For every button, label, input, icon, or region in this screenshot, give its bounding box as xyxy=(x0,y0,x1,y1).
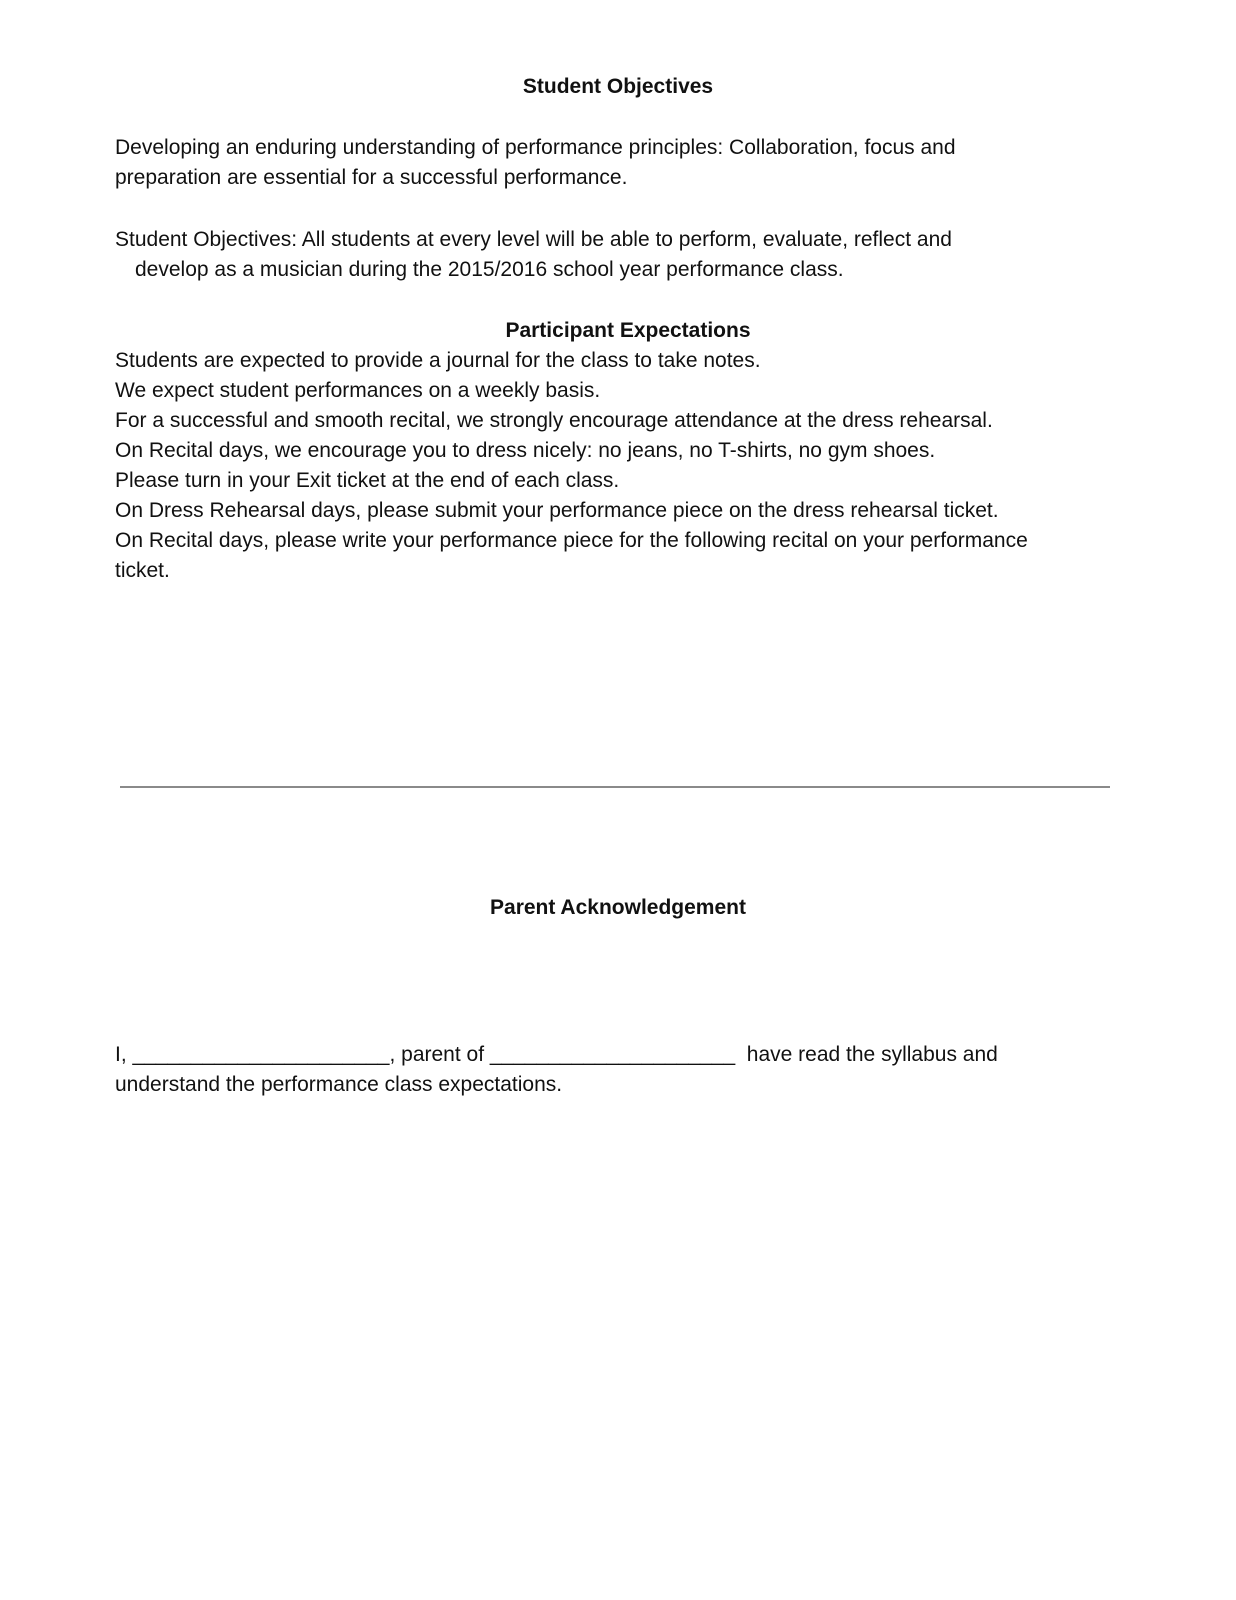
acknowledgement-prefix: I, xyxy=(115,1043,133,1066)
expectations-list xyxy=(115,346,1125,586)
acknowledgement-line-1 xyxy=(115,1040,1125,1070)
acknowledgement-suffix: have read the syllabus and xyxy=(735,1043,998,1066)
acknowledgement-statement xyxy=(115,1040,1125,1100)
student-name-blank[interactable]: _____________________ xyxy=(489,1043,736,1066)
statement-line: Student Objectives: All students at every level will be able to perform, evaluate, reflect and xyxy=(115,228,952,251)
objectives-paragraph-line: Developing an enduring understanding of performance principles: Collaboration, focus and xyxy=(115,136,956,159)
expectation-item: Students are expected to provide a journal for the class to take notes. xyxy=(115,349,761,372)
expectation-item: ticket. xyxy=(115,559,170,582)
participant-expectations-heading: Participant Expectations xyxy=(505,319,751,342)
acknowledgement-mid: , parent of xyxy=(389,1043,490,1066)
statement-line: develop as a musician during the 2015/2016 school year performance class. xyxy=(135,258,844,281)
acknowledgement-line-2: understand the performance class expectations. xyxy=(115,1073,563,1096)
expectation-item: We expect student performances on a weekly basis. xyxy=(115,379,601,402)
expectation-item: Please turn in your Exit ticket at the end of each class. xyxy=(115,469,620,492)
objectives-paragraph xyxy=(115,133,1125,193)
student-objectives-heading: Student Objectives xyxy=(522,75,714,98)
section-divider xyxy=(120,786,1110,788)
expectation-item: On Recital days, please write your performance piece for the following recital on your performance xyxy=(115,529,1028,552)
expectation-item: On Dress Rehearsal days, please submit your performance piece on the dress rehearsal ticket. xyxy=(115,499,999,522)
student-objectives-statement xyxy=(115,225,1125,285)
expectation-item: On Recital days, we encourage you to dress nicely: no jeans, no T-shirts, no gym shoes. xyxy=(115,439,936,462)
parent-name-blank[interactable]: ______________________ xyxy=(132,1043,390,1066)
parent-acknowledgement-heading: Parent Acknowledgement xyxy=(490,896,746,919)
objectives-paragraph-line: preparation are essential for a successful performance. xyxy=(115,166,628,189)
expectation-item: For a successful and smooth recital, we strongly encourage attendance at the dress rehearsal. xyxy=(115,409,993,432)
